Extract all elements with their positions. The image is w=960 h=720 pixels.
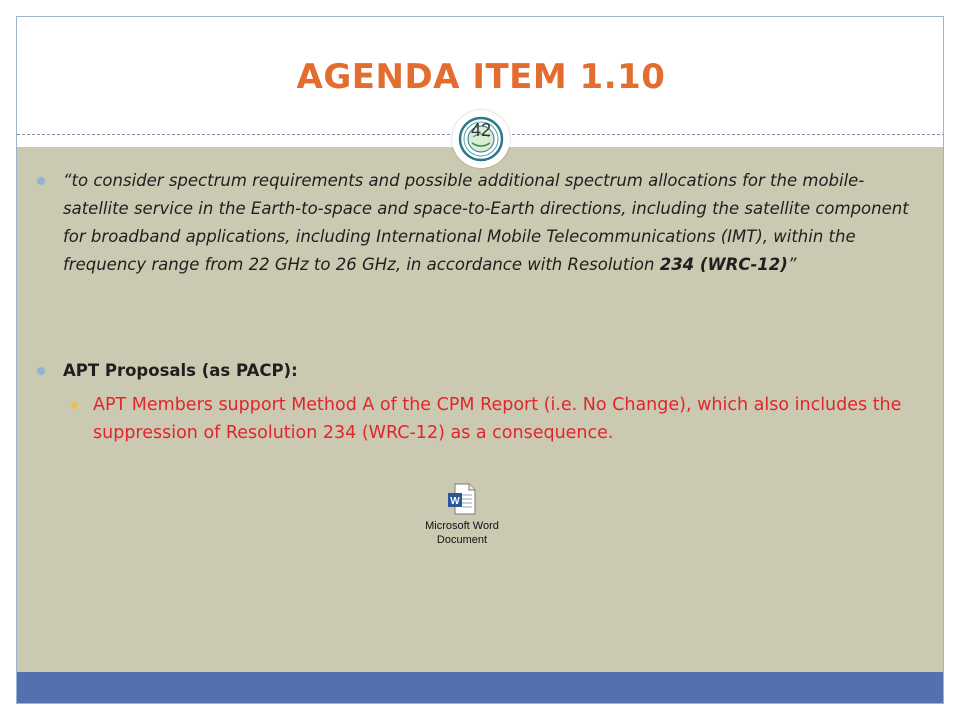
agenda-resolution-ref: 234 (WRC-12): [659, 255, 788, 274]
apt-proposals-heading: APT Proposals (as PACP):: [63, 361, 298, 380]
bullet-agenda-text: [63, 167, 913, 279]
agenda-text: “to consider spectrum requirements and possible additional spectrum allocations for the mobile-satellite service in the Earth-to-space and space-to-Earth directions, including the satellite component for broadband applications, including International Mobile Telecommunications (IMT), within the frequency range from 22 GHz to 26 GHz, in accordance with Resolution: [63, 171, 909, 274]
embedded-label-line2: Document: [436, 534, 488, 546]
slide-title: AGENDA ITEM 1.10: [296, 57, 666, 97]
bottom-bar: [17, 672, 944, 704]
sub-bullet-apt-members: [93, 391, 913, 447]
bullet-marker: [37, 367, 45, 375]
embedded-word-document[interactable]: [412, 479, 512, 569]
svg-text:W: W: [450, 496, 460, 507]
apt-members-text: APT Members support Method A of the CPM Report (i.e. No Change), which also includes the suppression of Resolution 234 (WRC-12) as a consequence.: [93, 395, 902, 443]
slide: [16, 16, 944, 704]
embedded-object-label[interactable]: [412, 519, 512, 547]
sub-bullet-marker: [71, 402, 78, 409]
agenda-closing-quote: ”: [787, 255, 797, 274]
bullet-apt-proposals: [63, 357, 913, 385]
slide-number: 42: [470, 120, 492, 140]
embedded-label-line1: Microsoft Word: [425, 520, 499, 532]
bullet-marker: [37, 177, 45, 185]
word-document-icon[interactable]: [447, 483, 477, 515]
slide-number-badge: [452, 110, 510, 168]
